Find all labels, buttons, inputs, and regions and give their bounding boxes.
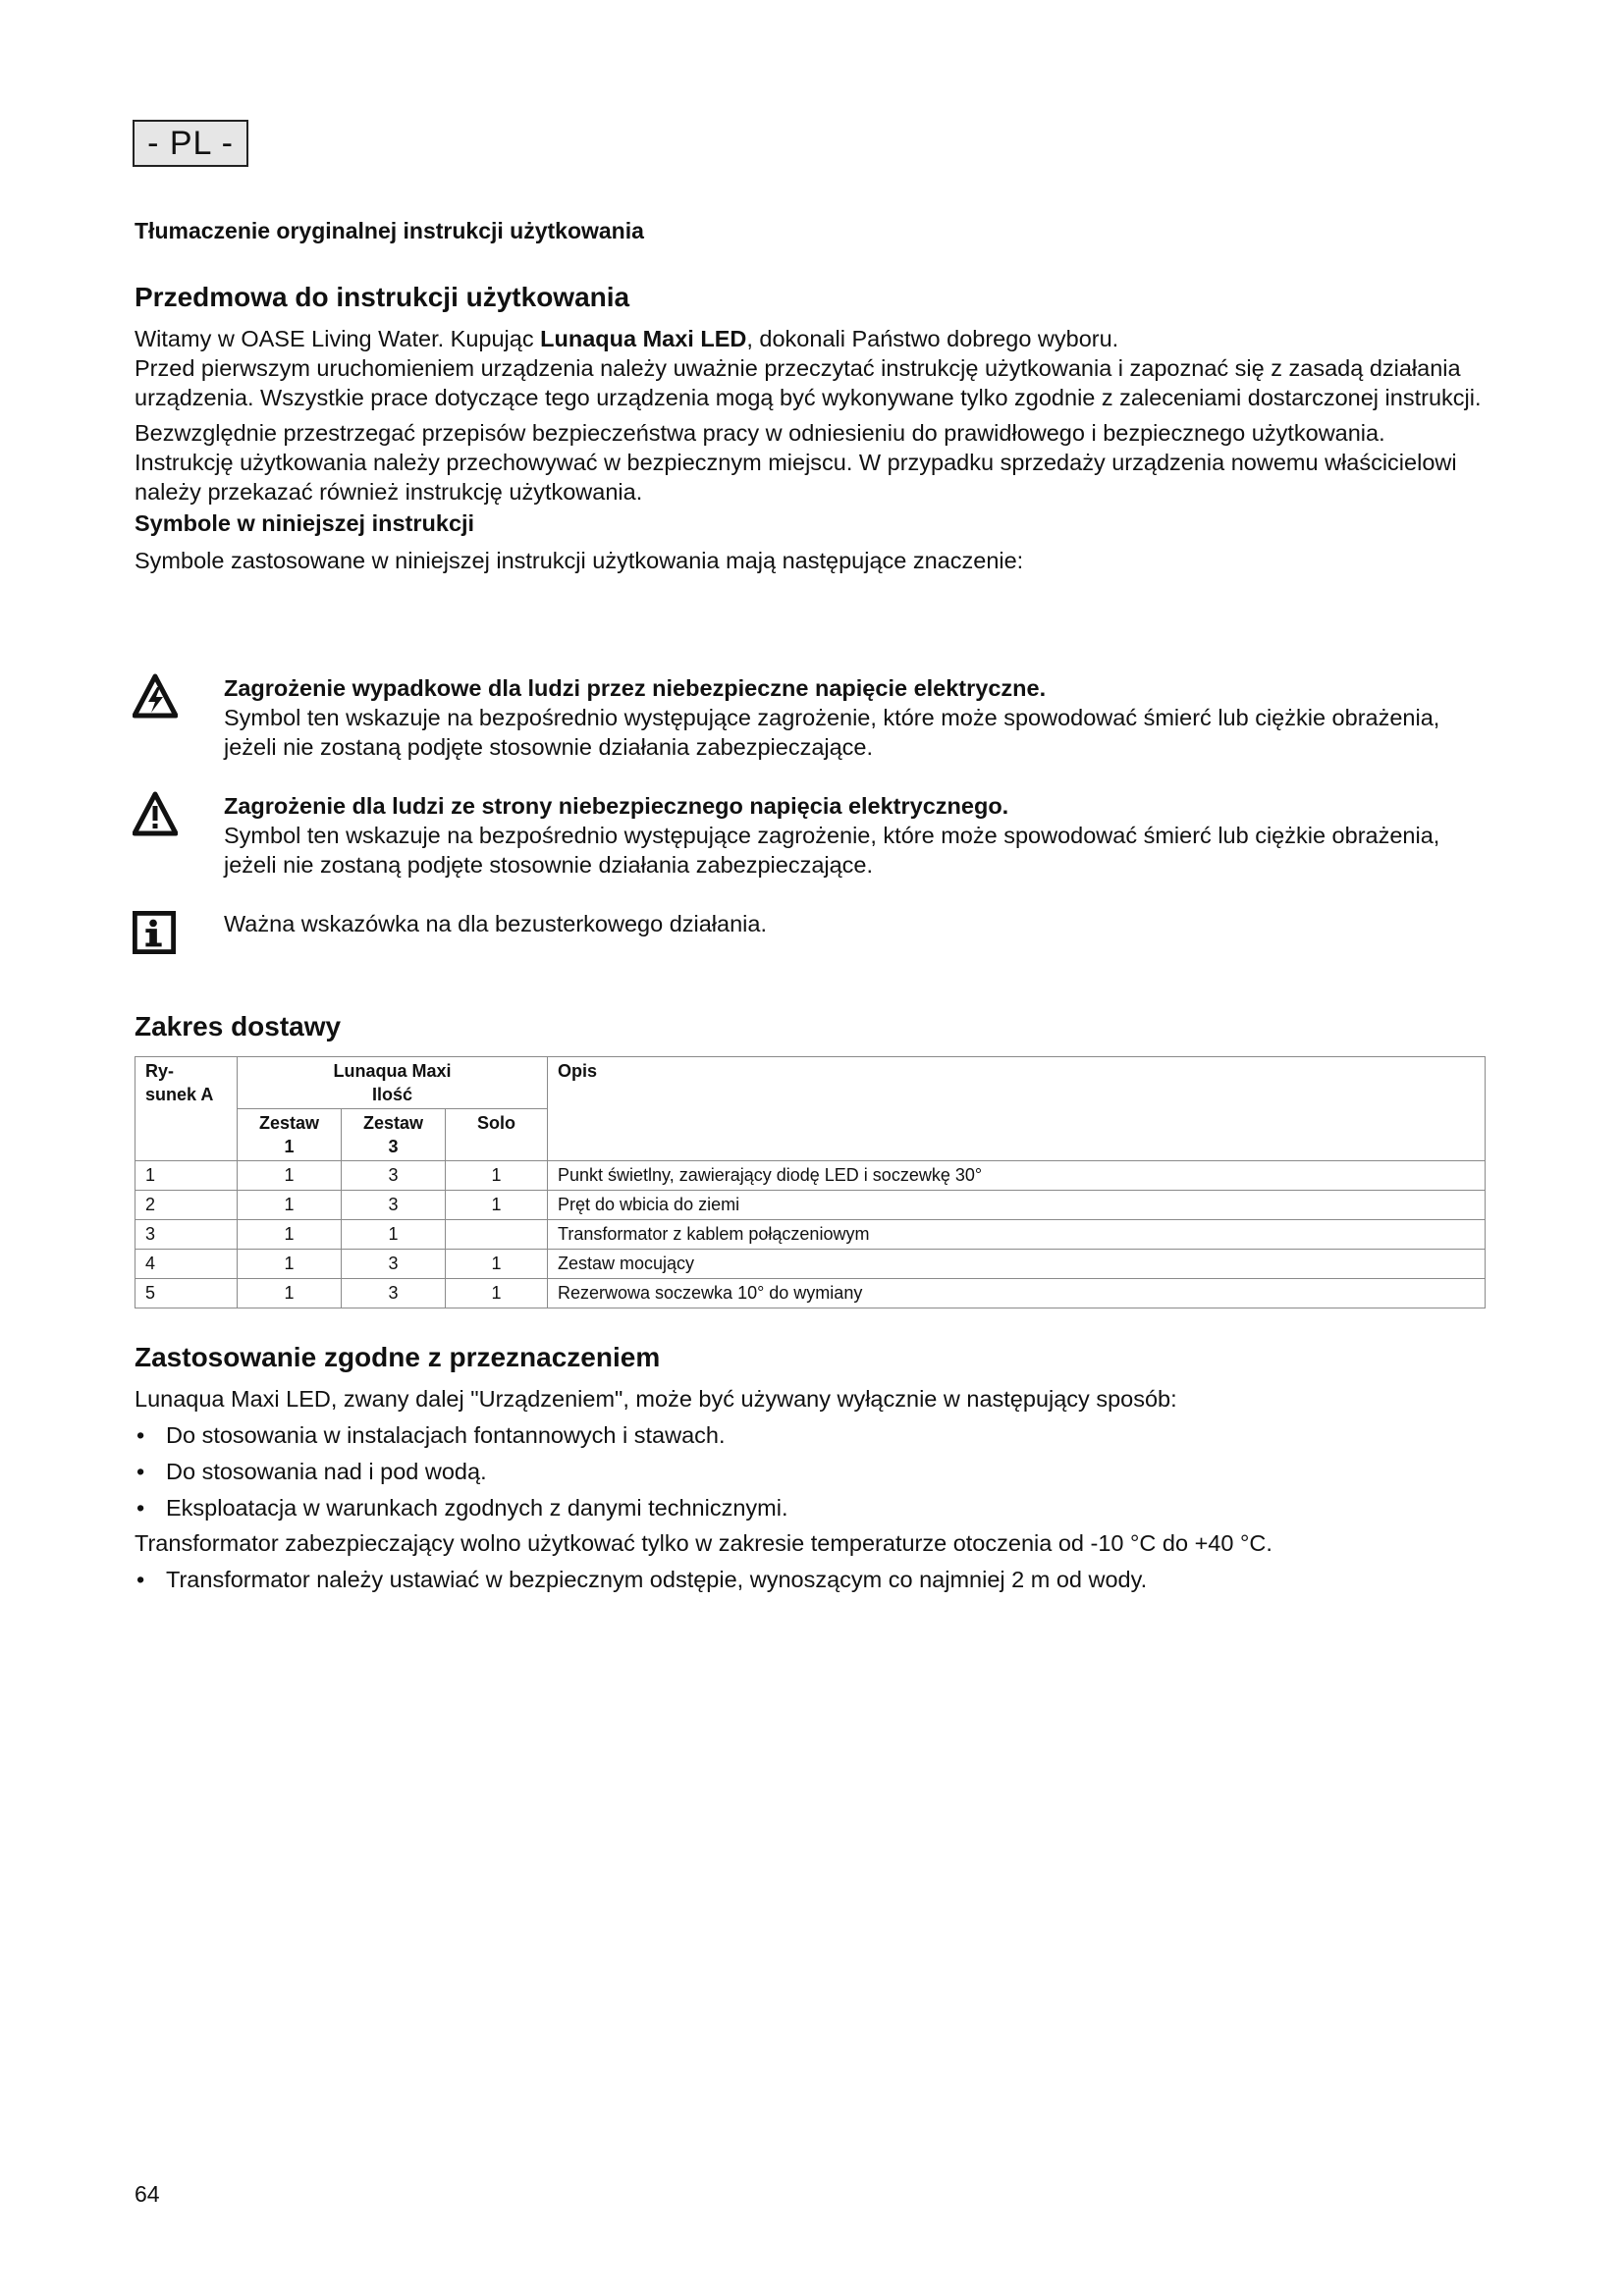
page-number: 64 xyxy=(135,2181,160,2207)
info-icon xyxy=(133,907,176,958)
symbol-text: Symbol ten wskazuje na bezpośrednio występujące zagrożenie, które może spowodować śmierć lub ciężkie obrażenia, jeżeli nie zostaną podjęte stosownie działania zabezpieczające. xyxy=(224,705,1440,760)
preface-text xyxy=(135,324,1489,575)
table-cell: 1 xyxy=(446,1279,548,1308)
symbols-intro: Symbole zastosowane w niniejszej instrukcji użytkowania mają następujące znaczenie: xyxy=(135,548,1024,573)
column-header-description: Opis xyxy=(548,1057,1486,1161)
table-cell: 1 xyxy=(446,1191,548,1220)
preface-p1-end: , dokonali Państwo dobrego wyboru. xyxy=(746,326,1119,351)
list-item: • Eksploatacja w warunkach zgodnych z danymi technicznymi. xyxy=(135,1493,1489,1522)
transformer-list xyxy=(135,1565,1489,1594)
preface-p1-start: Witamy w OASE Living Water. Kupując xyxy=(135,326,541,351)
table-row xyxy=(135,1279,1486,1308)
table-cell: 2 xyxy=(135,1191,238,1220)
general-warning-icon xyxy=(133,791,178,836)
list-item: • Do stosowania nad i pod wodą. xyxy=(135,1457,1489,1486)
table-cell: 5 xyxy=(135,1279,238,1308)
intended-use-list xyxy=(135,1420,1489,1522)
table-row xyxy=(135,1191,1486,1220)
column-header-product: Lunaqua Maxi Ilość xyxy=(238,1057,548,1109)
intended-use-text xyxy=(135,1384,1489,1594)
symbol-text: Ważna wskazówka na dla bezusterkowego działania. xyxy=(224,911,767,936)
symbol-description xyxy=(224,673,1490,762)
preface-paragraph-1 xyxy=(135,324,1489,353)
electric-hazard-warning-icon xyxy=(133,673,178,719)
table-cell: 3 xyxy=(342,1250,446,1279)
table-cell: 3 xyxy=(135,1220,238,1250)
table-cell: 1 xyxy=(446,1161,548,1191)
table-cell: 1 xyxy=(238,1191,342,1220)
table-cell: 1 xyxy=(238,1279,342,1308)
table-cell xyxy=(446,1220,548,1250)
intended-use-heading: Zastosowanie zgodne z przeznaczeniem xyxy=(135,1342,661,1372)
table-row xyxy=(135,1220,1486,1250)
column-header-solo: Solo xyxy=(446,1109,548,1161)
column-header-set-1: Zestaw 1 xyxy=(238,1109,342,1161)
symbol-description xyxy=(224,791,1490,880)
scope-heading: Zakres dostawy xyxy=(135,1011,342,1041)
preface-paragraph-4: Instrukcję użytkowania należy przechowywać w bezpiecznym miejscu. W przypadku sprzedaży urządzenia nowemu właścicielowi należy przekazać również instrukcję użytkowania. xyxy=(135,450,1457,505)
table-cell: 3 xyxy=(342,1161,446,1191)
table-cell: 3 xyxy=(342,1279,446,1308)
product-name: Lunaqua Maxi LED xyxy=(540,326,747,351)
table-cell: 1 xyxy=(238,1220,342,1250)
table-cell: Pręt do wbicia do ziemi xyxy=(548,1191,1486,1220)
table-row xyxy=(135,1161,1486,1191)
symbol-title: Zagrożenie wypadkowe dla ludzi przez niebezpieczne napięcie elektryczne. xyxy=(224,675,1047,701)
table-cell: Rezerwowa soczewka 10° do wymiany xyxy=(548,1279,1486,1308)
list-item: • Transformator należy ustawiać w bezpiecznym odstępie, wynoszącym co najmniej 2 m od wody. xyxy=(135,1565,1489,1594)
table-cell: Transformator z kablem połączeniowym xyxy=(548,1220,1486,1250)
transformer-temperature-note: Transformator zabezpieczający wolno użytkować tylko w zakresie temperaturze otoczenia od -10 °C do +40 °C. xyxy=(135,1530,1272,1556)
table-cell: 4 xyxy=(135,1250,238,1279)
list-item: • Do stosowania w instalacjach fontannowych i stawach. xyxy=(135,1420,1489,1450)
preface-paragraph-3: Bezwzględnie przestrzegać przepisów bezpieczeństwa pracy w odniesieniu do prawidłowego i bezpiecznego użytkowania. xyxy=(135,420,1385,446)
language-label: - PL - xyxy=(133,120,248,167)
table-cell: 1 xyxy=(446,1250,548,1279)
table-cell: 1 xyxy=(238,1161,342,1191)
column-header-figure: Ry- sunek A xyxy=(135,1057,238,1161)
table-cell: Punkt świetlny, zawierający diodę LED i soczewkę 30° xyxy=(548,1161,1486,1191)
symbol-title: Zagrożenie dla ludzi ze strony niebezpiecznego napięcia elektrycznego. xyxy=(224,793,1009,819)
preface-paragraph-2: Przed pierwszym uruchomieniem urządzenia należy uważnie przeczytać instrukcję użytkowania i zapoznać się z zasadą działania urządzenia. Wszystkie prace dotyczące tego urządzenia mogą być wykonywane tylko zgodnie z zaleceniami dostarczonej instrukcji. xyxy=(135,355,1482,410)
scope-table xyxy=(135,1056,1486,1308)
symbol-description xyxy=(224,909,1490,938)
table-cell: Zestaw mocujący xyxy=(548,1250,1486,1279)
table-cell: 1 xyxy=(135,1161,238,1191)
intended-use-intro: Lunaqua Maxi LED, zwany dalej "Urządzeniem", może być używany wyłącznie w następujący sposób: xyxy=(135,1386,1177,1412)
table-cell: 1 xyxy=(238,1250,342,1279)
symbol-text: Symbol ten wskazuje na bezpośrednio występujące zagrożenie, które może spowodować śmierć lub ciężkie obrażenia, jeżeli nie zostaną podjęte stosownie działania zabezpieczające. xyxy=(224,823,1440,878)
document-subtitle: Tłumaczenie oryginalnej instrukcji użytkowania xyxy=(135,218,644,243)
table-header-row xyxy=(135,1057,1486,1109)
table-cell: 3 xyxy=(342,1191,446,1220)
table-row xyxy=(135,1250,1486,1279)
preface-heading: Przedmowa do instrukcji użytkowania xyxy=(135,282,630,312)
table-cell: 1 xyxy=(342,1220,446,1250)
symbols-heading: Symbole w niniejszej instrukcji xyxy=(135,510,475,536)
column-header-set-3: Zestaw 3 xyxy=(342,1109,446,1161)
